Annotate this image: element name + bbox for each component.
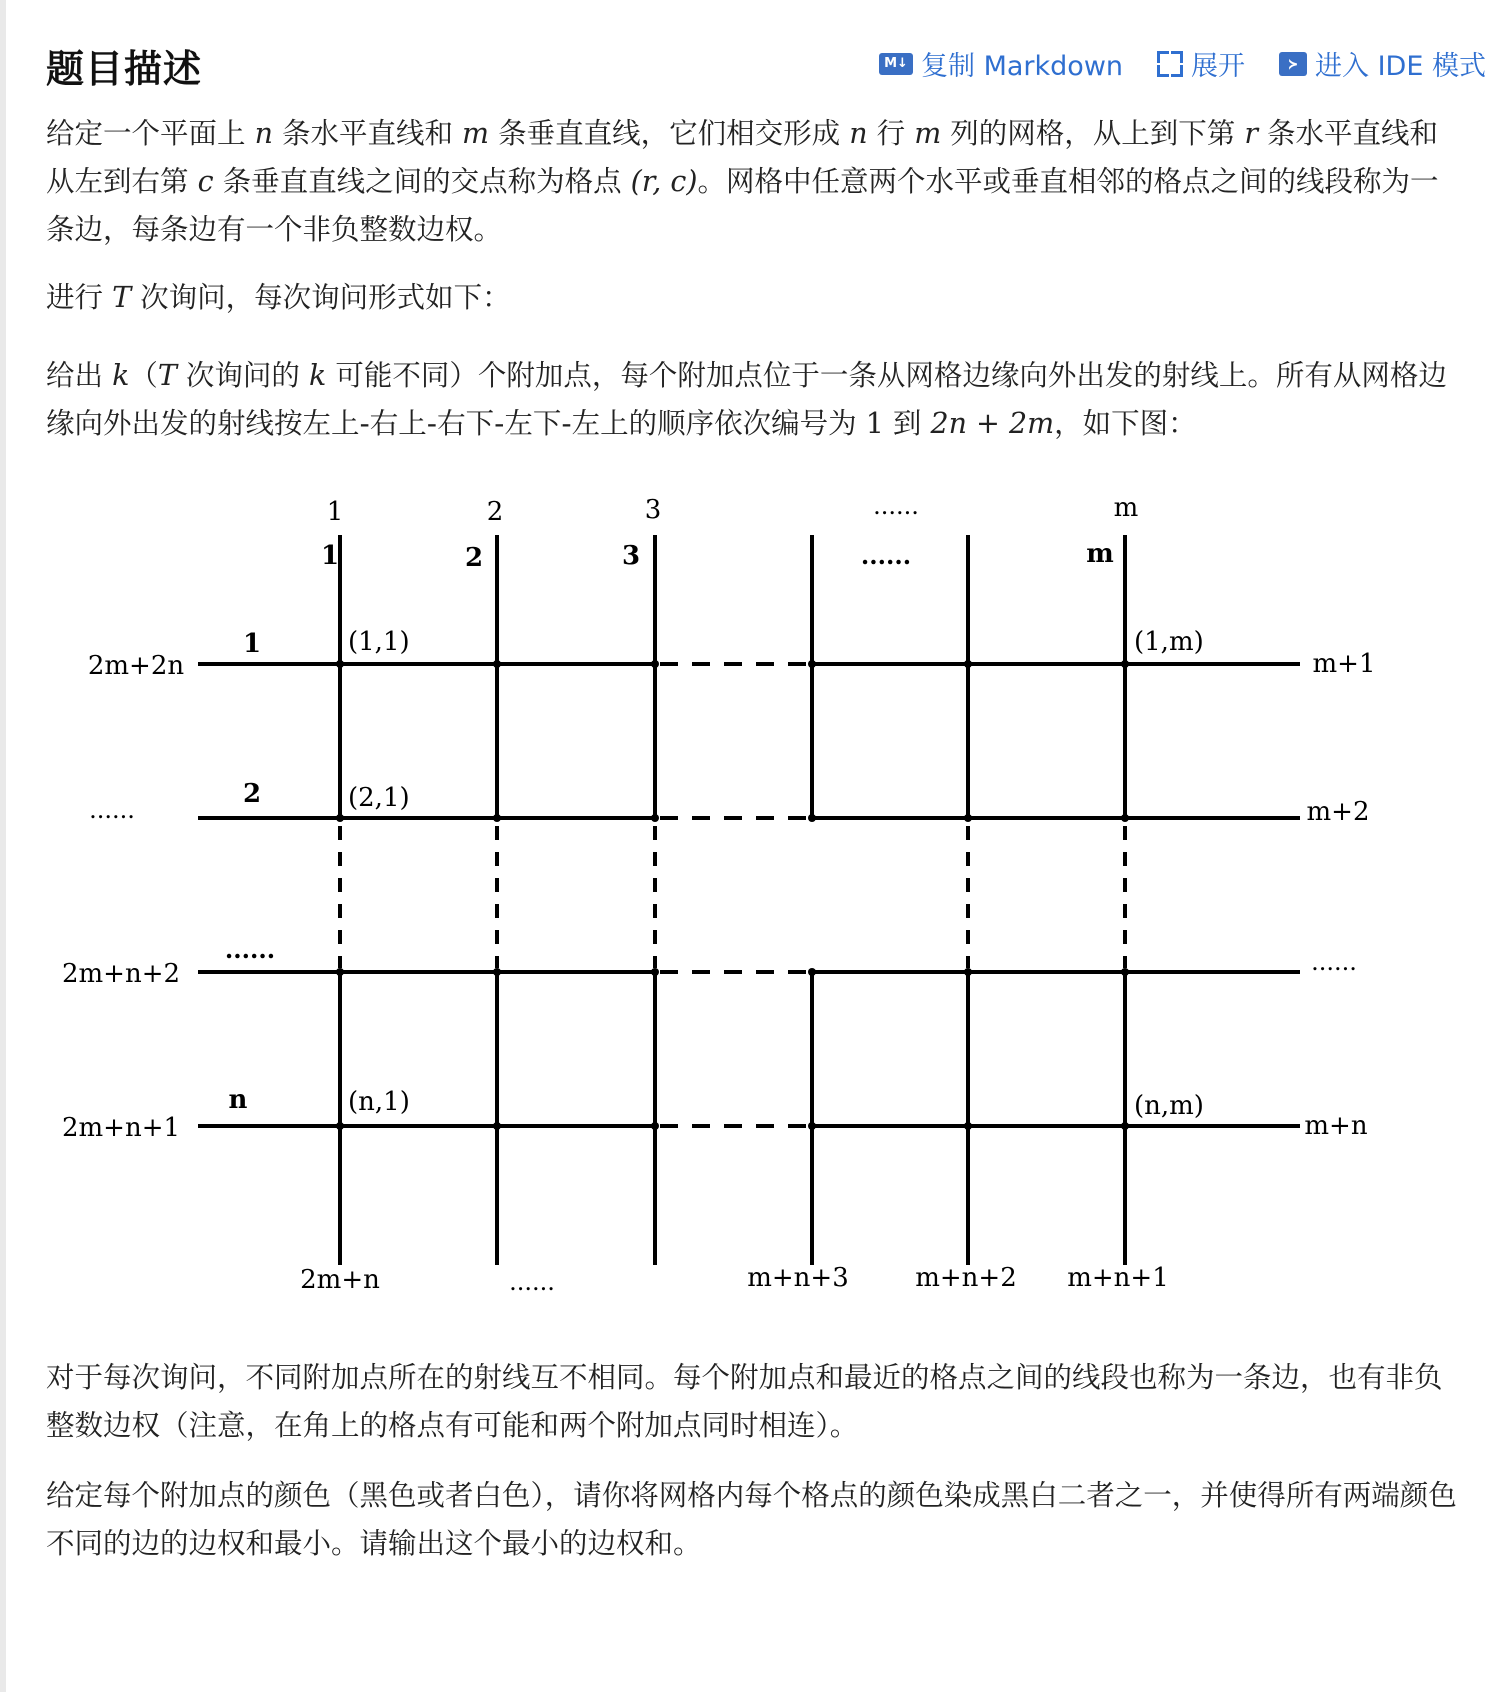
bottom-ray-label: 2m+n [300, 1265, 380, 1295]
text-span: c [197, 165, 214, 198]
point-label: (n,m) [1134, 1091, 1204, 1121]
grid-point [651, 1122, 659, 1130]
row-label: ...... [224, 935, 276, 964]
paragraph-attached-points [46, 352, 1466, 448]
top-ray-label: 2 [486, 497, 504, 527]
top-ray-label: ...... [873, 492, 919, 520]
text-span: 1 [865, 407, 884, 440]
column-label: ...... [860, 541, 912, 570]
top-ray-label: 1 [326, 497, 344, 527]
grid-point [964, 814, 972, 822]
text-span: 进行 [46, 281, 113, 314]
column-label: m [1086, 539, 1114, 569]
bottom-ray-label: m+n+3 [747, 1263, 849, 1293]
grid-points [336, 660, 1129, 1130]
ide-mode-label: 进入 IDE 模式 [1315, 51, 1486, 82]
text-span: 条水平直线和 [272, 117, 463, 150]
page-title: 题目描述 [46, 47, 203, 91]
grid-point [964, 1122, 972, 1130]
point-label: (2,1) [348, 783, 410, 813]
text-span: 次询问的 [176, 359, 309, 392]
point-label: (1,1) [348, 627, 410, 657]
text-span: 到 [883, 407, 931, 440]
bottom-ray-label: ...... [509, 1268, 555, 1296]
grid-point [808, 814, 816, 822]
right-ray-label: ...... [1311, 948, 1357, 976]
text-span: k [112, 359, 130, 392]
text-span: （ [129, 359, 158, 392]
right-ray-label: m+1 [1312, 649, 1376, 679]
vertical-dashed-segments [340, 826, 1125, 968]
text-span: 可能不同）个附加点，每个附加点位于一条从网格边缘向外出发的射线上。所有从网格边缘向外出发的射线按左上-右上-右下-左下-左上的顺序依次编号为 [46, 359, 1447, 440]
grid-point [808, 968, 816, 976]
text-span: 次询问，每次询问形式如下： [131, 281, 511, 314]
paragraph-queries [46, 274, 1466, 322]
header-actions [845, 44, 1486, 83]
top-ray-label: 3 [644, 495, 662, 525]
left-ray-label: ...... [89, 796, 135, 824]
text-span: n [254, 117, 273, 150]
text-span: 给出 [46, 359, 113, 392]
grid-point [493, 814, 501, 822]
grid-point [964, 968, 972, 976]
text-span: 给定每个附加点的颜色（黑色或者白色），请你将网格内每个格点的颜色染成黑白二者之一，并使得所有两端颜色不同的边的边权和最小。请输出这个最小的边权和。 [46, 1479, 1457, 1560]
text-span: 2n + 2m [930, 407, 1055, 440]
text-span: m [914, 117, 942, 150]
point-label: (n,1) [348, 1087, 410, 1117]
text-span: 列的网格，从上到下第 [941, 117, 1245, 150]
expand-icon [1157, 51, 1183, 77]
top-ray-label: m [1113, 493, 1139, 523]
row-label: n [228, 1085, 248, 1115]
text-span: k [309, 359, 327, 392]
expand-label: 展开 [1191, 51, 1246, 82]
copy-markdown-button[interactable] [879, 44, 1123, 83]
grid-point [651, 814, 659, 822]
grid-point [1121, 968, 1129, 976]
right-ray-label: m+n [1304, 1111, 1368, 1141]
ide-mode-button[interactable] [1279, 44, 1486, 83]
grid-point [493, 1122, 501, 1130]
vertical-grid-lines [340, 535, 1125, 1265]
grid-figure [46, 480, 1446, 1400]
grid-point [493, 968, 501, 976]
row-label: 2 [242, 779, 262, 809]
column-label: 1 [320, 541, 340, 571]
text-span: r [1244, 117, 1258, 150]
horizontal-grid-lines [198, 664, 1300, 1126]
text-span: 条水平直线和从左到右第 [46, 117, 1439, 198]
grid-point [651, 968, 659, 976]
point-label: (1,m) [1134, 627, 1204, 657]
grid-point [808, 660, 816, 668]
header [46, 34, 1486, 94]
grid-point [336, 660, 344, 668]
row-label: 1 [242, 629, 262, 659]
grid-point [964, 660, 972, 668]
problem-card [6, 0, 1496, 1692]
grid-point [808, 1122, 816, 1130]
paragraph-task [46, 1472, 1466, 1568]
left-ray-label: 2m+2n [87, 651, 185, 681]
left-ray-label: 2m+n+1 [61, 1113, 181, 1143]
text-span: ，如下图： [1054, 407, 1197, 440]
grid-point [1121, 660, 1129, 668]
text-span: 对于每次询问，不同附加点所在的射线互不相同。每个附加点和最近的格点之间的线段也称为一条边，也有非负整数边权（注意，在角上的格点有可能和两个附加点同时相连）。 [46, 1361, 1443, 1442]
horizontal-dashed-segments [660, 664, 810, 1126]
grid-point [336, 814, 344, 822]
right-ray-label: m+2 [1306, 797, 1370, 827]
text-span: 。网格中任意两个水平或垂直相邻的格点之间的线段称为一条边，每条边有一个非负整数边权。 [46, 165, 1439, 246]
text-span: 条垂直直线之间的交点称为格点 [213, 165, 631, 198]
bottom-ray-label: m+n+2 [915, 1263, 1017, 1293]
bottom-ray-label: m+n+1 [1067, 1263, 1169, 1293]
text-span: m [462, 117, 490, 150]
text-span: T [157, 359, 177, 392]
text-span: (r, c) [630, 165, 698, 198]
text-span: 给定一个平面上 [46, 117, 255, 150]
left-ray-label: 2m+n+2 [61, 959, 181, 989]
text-span: 行 [867, 117, 915, 150]
text-span: 条垂直直线，它们相交形成 [489, 117, 850, 150]
grid-point [493, 660, 501, 668]
terminal-icon: ≻ [1279, 52, 1307, 76]
expand-button[interactable] [1157, 44, 1245, 83]
paragraph-edge-rules [46, 1354, 1466, 1450]
grid-point [651, 660, 659, 668]
grid-point [1121, 1122, 1129, 1130]
copy-markdown-label: 复制 Markdown [921, 51, 1124, 82]
paragraph-grid-definition [46, 110, 1466, 254]
markdown-icon: M↓ [879, 53, 913, 75]
text-span: n [849, 117, 868, 150]
column-label: 3 [621, 541, 641, 571]
text-span: T [112, 281, 132, 314]
grid-point [336, 1122, 344, 1130]
grid-point [336, 968, 344, 976]
grid-point [1121, 814, 1129, 822]
column-label: 2 [464, 543, 484, 573]
